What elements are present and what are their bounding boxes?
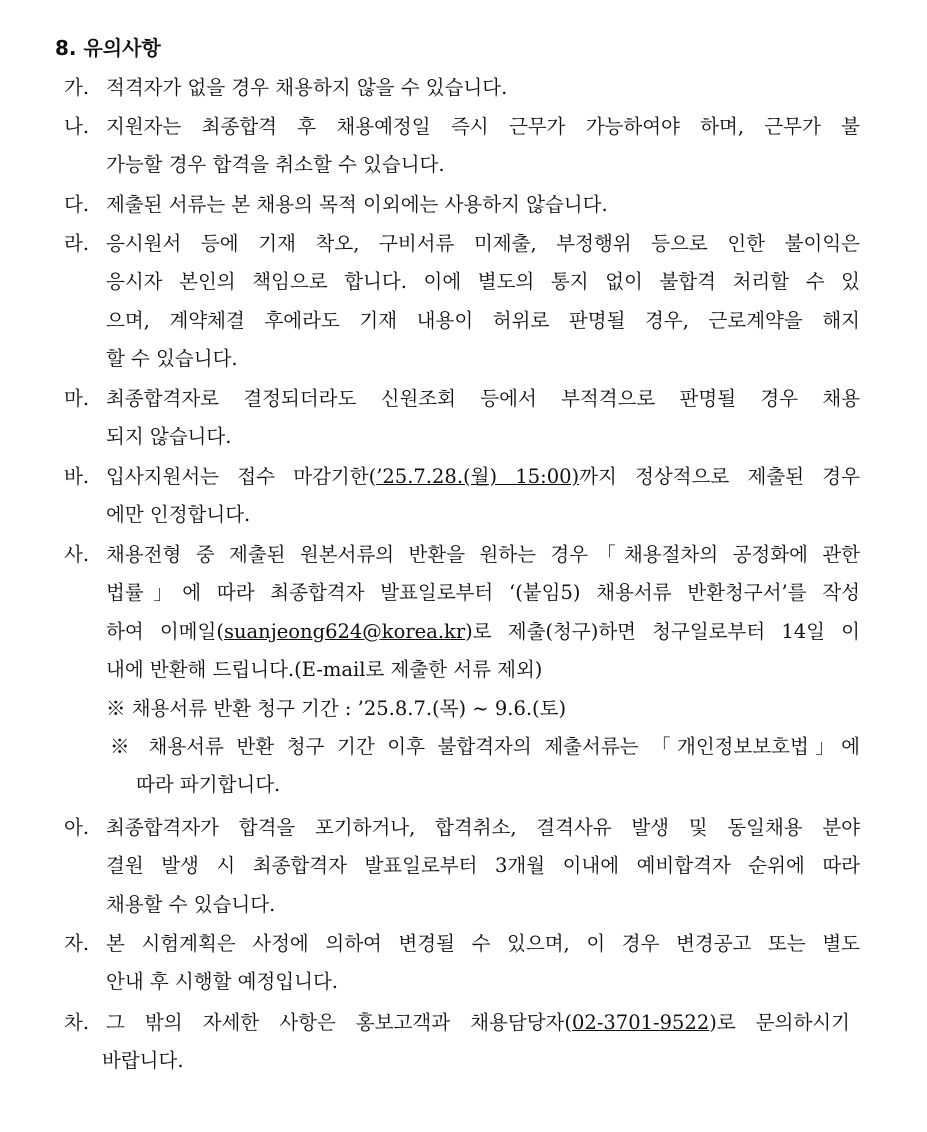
item-line: 내에 반환해 드립니다.(E-mail로 제출한 서류 제외) (106, 658, 543, 682)
list-item (64, 108, 860, 185)
item-text: 입사지원서는 접수 마감기한( (106, 465, 377, 488)
phone-number: 02-3701-9522 (572, 1011, 710, 1034)
item-line: 법률」에 따라 최종합격자 발표일로부터 ‘(붙임5) 채용서류 반환청구서’를 작성 (106, 581, 860, 605)
item-line: 할 수 있습니다. (106, 347, 238, 371)
list-item (64, 1004, 860, 1081)
deadline-text: ’25.7.28.(월) 15:00) (376, 465, 580, 488)
item-marker: 마. (64, 387, 90, 410)
note-line: ※ 채용서류 반환 청구 기간 : ’25.8.7.(목) ~ 9.6.(토) (106, 696, 567, 720)
item-marker: 라. (64, 232, 90, 255)
item-marker: 차. (64, 1011, 90, 1034)
item-line (106, 458, 860, 496)
item-text: )로 제출(청구)하면 청구일로부터 14일 이 (465, 619, 860, 643)
item-line: 에만 인정합니다. (106, 503, 251, 527)
item-line (106, 1004, 850, 1042)
item-line: 으며, 계약체결 후에라도 기재 내용이 허위로 판명될 경우, 근로계약을 해지 (106, 308, 860, 332)
email-link[interactable]: suanjeong624@korea.kr (223, 619, 466, 643)
list-item (64, 925, 860, 1002)
item-marker: 가. (64, 76, 90, 99)
list-item (64, 186, 860, 224)
section-heading: 8. 유의사항 (55, 36, 161, 60)
item-line: 응시원서 등에 기재 착오, 구비서류 미제출, 부정행위 등으로 인한 불이익은 (106, 232, 860, 255)
item-marker: 사. (64, 543, 90, 566)
list-item (64, 380, 860, 457)
item-line: 지원자는 최종합격 후 채용예정일 즉시 근무가 가능하여야 하며, 근무가 불 (106, 115, 860, 138)
item-line: 가능할 경우 합격을 취소할 수 있습니다. (106, 153, 445, 177)
item-line: 채용할 수 있습니다. (106, 892, 276, 916)
item-line: 적격자가 없을 경우 채용하지 않을 수 있습니다. (106, 76, 508, 99)
list-item (64, 809, 860, 924)
item-marker: 아. (64, 816, 90, 839)
item-line: 최종합격자가 합격을 포기하거나, 합격취소, 결격사유 발생 및 동일채용 분야 (106, 816, 860, 839)
item-line: 안내 후 시행할 예정입니다. (106, 970, 339, 994)
item-line: 본 시험계획은 사정에 의하여 변경될 수 있으며, 이 경우 변경공고 또는 별도 (106, 932, 860, 955)
list-item (64, 225, 860, 379)
item-text: 까지 정상적으로 제출된 경우 (579, 465, 860, 488)
item-line: 채용전형 중 제출된 원본서류의 반환을 원하는 경우「채용절차의 공정화에 관한 (106, 543, 860, 566)
item-line (106, 613, 860, 651)
item-text: 그 밖의 자세한 사항은 홍보고객과 채용담당자( (106, 1011, 572, 1034)
list-item (64, 69, 860, 107)
item-marker: 자. (64, 932, 90, 955)
item-line: 결원 발생 시 최종합격자 발표일로부터 3개월 이내에 예비합격자 순위에 따라 (106, 854, 860, 878)
list-item (64, 536, 860, 805)
item-marker: 나. (64, 115, 90, 138)
item-line: 제출된 서류는 본 채용의 목적 이외에는 사용하지 않습니다. (106, 193, 608, 216)
item-line: 되지 않습니다. (106, 425, 232, 449)
item-marker: 바. (64, 465, 90, 488)
item-text: 하여 이메일( (106, 619, 224, 643)
item-line: 최종합격자로 결정되더라도 신원조회 등에서 부적격으로 판명될 경우 채용 (106, 387, 860, 410)
item-marker: 다. (64, 193, 90, 216)
note-line: ※ 채용서류 반환 청구 기간 이후 불합격자의 제출서류는 「개인정보보호법」에 (110, 735, 860, 759)
item-text: )로 문의하시기 (709, 1011, 850, 1034)
item-line: 응시자 본인의 책임으로 합니다. 이에 별도의 통지 없이 불합격 처리할 수 있 (106, 270, 860, 294)
note-line: 따라 파기합니다. (136, 773, 281, 797)
list-item (64, 458, 860, 535)
item-line: 바랍니다. (102, 1049, 184, 1073)
